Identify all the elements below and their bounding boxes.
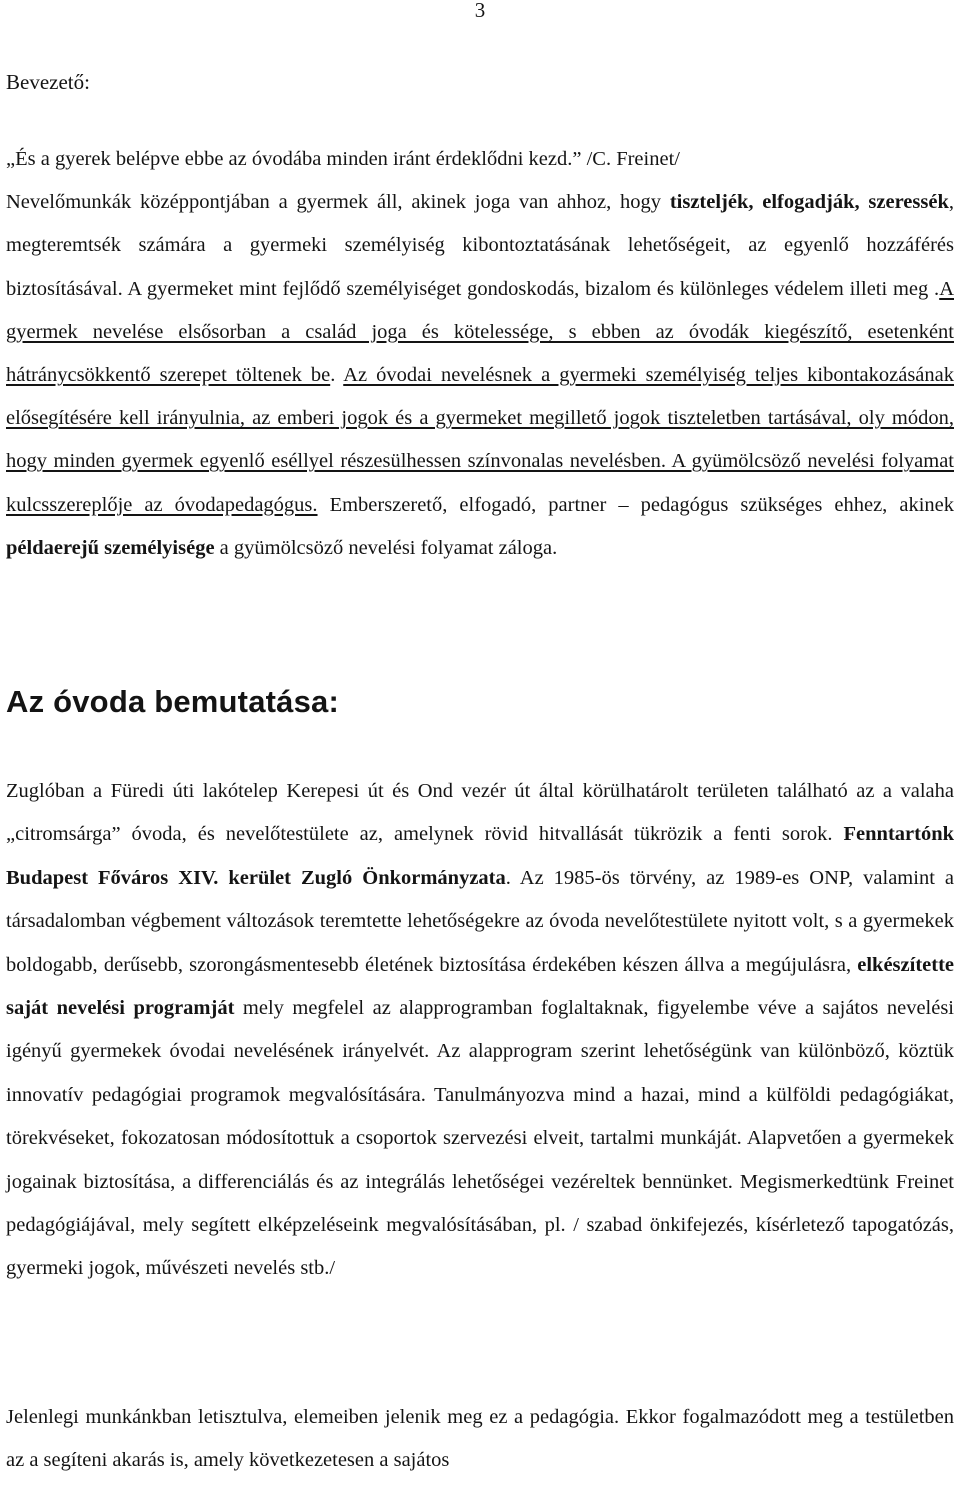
intro-text-c: . bbox=[330, 364, 344, 387]
section-paragraph bbox=[6, 770, 954, 1291]
intro-bold-rights: tiszteljék, elfogadják, szeressék bbox=[669, 191, 949, 214]
intro-quote: „És a gyerek belépve ebbe az óvodába minden iránt érdeklődni kezd.” /C. Freinet/ bbox=[6, 148, 680, 170]
intro-text-b: , megteremtsék számára a gyermeki személyiség kibontoztatásának lehetőségeit, az egyenlő hozzáférés biztosításával. A gyermeket mint fejlődő személyiséget gondoskodás, bizalom és különleges védelem illeti meg . bbox=[6, 191, 954, 300]
section-text-a: Zuglóban a Füredi úti lakótelep Kerepesi út és Ond vezér út által körülhatárolt területen található az a valaha „citromsárga” óvoda, és nevelőtestülete az, amelynek rövid hitvallását tükrözik a fenti sorok. bbox=[6, 780, 954, 846]
intro-underlined-kindergarten: Az óvodai nevelésnek a gyermeki személyiség teljes kibontakozásának elősegítésére kell irányulnia, az emberi jogok és a gyermeket megillető jogok tiszteletben tartásával, oly módon, hogy minden gyermek egyenlő eséllyel részesülhessen színvonalas nevelésben. A gyümölcsöző nevelési folyamat kulcsszereplője az óvodapedagógus. bbox=[6, 364, 954, 516]
section-bold-program: elkészítette saját nevelési programját bbox=[6, 953, 954, 1020]
section-bold-maintainer: Fenntartónk Budapest Főváros XIV. kerület Zugló Önkormányzata bbox=[6, 823, 954, 889]
intro-text-e: a gyümölcsöző nevelési folyamat záloga. bbox=[214, 536, 558, 559]
section-text-c: mely megfelel az alapprogramban foglaltaknak, figyelembe véve a sajátos nevelési igényű gyermekek óvodai nevelésének irányelvét. Az alapprogram szerint lehetőségünk van különböző, köztük innovatív pedagógiai programok megvalósítására. Tanulmányozva mind a hazai, mind a külföldi pedagógiákat, törekvéseket, fokozatosan módosítottuk a csoportok szervezési elveit, tartalmi munkáját. Alapvetően a gyermekek jogainak biztosítása, a differenciálás és az integrálás lehetőségei vezéreltek bennünket. Megismerkedtünk Freinet pedagógiájával, mely segített elképzeléseink megvalósításában, pl. / szabad önkifejezés, kísérletező tapogatózás, gyermeki jogok, művészeti nevelés stb./ bbox=[6, 997, 955, 1280]
section-heading: Az óvoda bemutatása: bbox=[6, 684, 340, 719]
intro-text-a: Nevelőmunkák középpontjában a gyermek áll, akinek joga van ahhoz, hogy bbox=[6, 191, 670, 214]
intro-paragraph bbox=[6, 138, 954, 570]
intro-text-d: Emberszerető, elfogadó, partner – pedagógus szükséges ehhez, akinek bbox=[317, 493, 954, 516]
closing-paragraph: Jelenlegi munkánkban letisztulva, elemeiben jelenik meg ez a pedagógia. Ekkor fogalmazódott meg a testületben az a segíteni akarás is, amely következetesen a sajátos bbox=[6, 1406, 954, 1472]
intro-underlined-family: A gyermek nevelése elsősorban a család joga és kötelessége, s ebben az óvodák kiegészítő, esetenként hátránycsökkentő szerepet töltenek be bbox=[6, 277, 954, 387]
intro-heading: Bevezető: bbox=[6, 70, 90, 94]
intro-bold-personality: példaerejű személyisége bbox=[6, 536, 215, 559]
section-text-b: . Az 1985-ös törvény, az 1989-es ONP, valamint a társadalomban végbement változások teremtette lehetőségekre az óvoda nevelőtestülete nyitott volt, s a gyermekek boldogabb, derűsebb, szorongásmentesebb életének biztosítása érdekében készen állva a megújulásra, bbox=[6, 866, 954, 976]
page-number: 3 bbox=[474, 0, 486, 22]
